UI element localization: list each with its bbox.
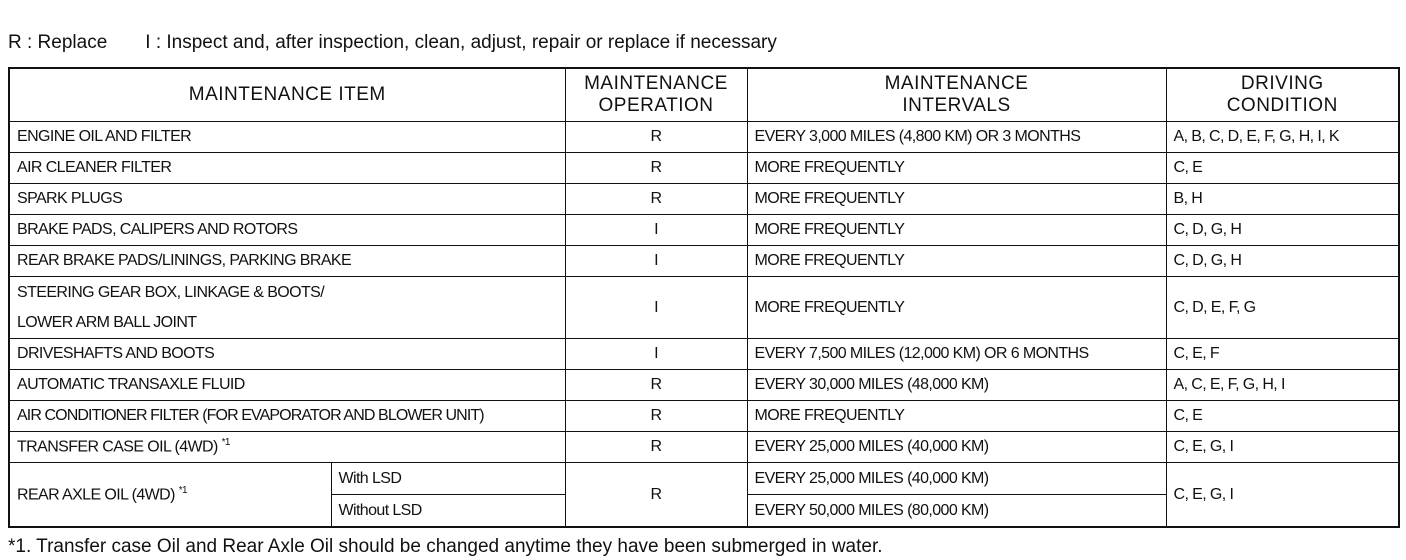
- with-lsd-cell: With LSD: [331, 463, 565, 495]
- item-cell: BRAKE PADS, CALIPERS AND ROTORS: [9, 215, 565, 246]
- operation-cell: R: [565, 184, 747, 215]
- table-row: [9, 122, 1399, 153]
- operation-cell: R: [565, 370, 747, 401]
- condition-cell: C, E: [1166, 401, 1399, 432]
- operation-cell: R: [565, 432, 747, 463]
- interval-cell: MORE FREQUENTLY: [747, 401, 1166, 432]
- condition-cell: C, E, G, I: [1166, 432, 1399, 463]
- condition-cell: A, B, C, D, E, F, G, H, I, K: [1166, 122, 1399, 153]
- table-row-rear-axle: [9, 463, 1399, 495]
- maintenance-table: [8, 67, 1400, 528]
- table-row: [9, 246, 1399, 277]
- rear-axle-condition-cell: C, E, G, I: [1166, 463, 1399, 528]
- item-cell: SPARK PLUGS: [9, 184, 565, 215]
- legend-replace: R : Replace: [8, 32, 108, 53]
- header-intervals: MAINTENANCE INTERVALS: [747, 68, 1166, 122]
- operation-cell: I: [565, 215, 747, 246]
- condition-cell: B, H: [1166, 184, 1399, 215]
- item-cell: STEERING GEAR BOX, LINKAGE & BOOTS/ LOWER ARM BALL JOINT: [9, 277, 565, 339]
- item-cell: TRANSFER CASE OIL (4WD) $^{*1}$: [9, 432, 565, 463]
- table-row: [9, 277, 1399, 339]
- table-row: [9, 401, 1399, 432]
- rear-axle-interval-1: EVERY 25,000 MILES (40,000 KM): [747, 463, 1166, 495]
- item-cell: AIR CLEANER FILTER: [9, 153, 565, 184]
- operation-cell: R: [565, 401, 747, 432]
- item-cell: ENGINE OIL AND FILTER: [9, 122, 565, 153]
- condition-cell: C, D, G, H: [1166, 215, 1399, 246]
- legend: [8, 32, 777, 54]
- table-row: [9, 184, 1399, 215]
- interval-cell: EVERY 7,500 MILES (12,000 KM) OR 6 MONTHS: [747, 339, 1166, 370]
- header-operation: MAINTENANCE OPERATION: [565, 68, 747, 122]
- table-row: [9, 215, 1399, 246]
- footnote-marker: *1: [178, 484, 187, 496]
- interval-cell: EVERY 30,000 MILES (48,000 KM): [747, 370, 1166, 401]
- interval-cell: MORE FREQUENTLY: [747, 277, 1166, 339]
- interval-cell: MORE FREQUENTLY: [747, 215, 1166, 246]
- table-row: [9, 153, 1399, 184]
- condition-cell: C, E, F: [1166, 339, 1399, 370]
- operation-cell: R: [565, 122, 747, 153]
- operation-cell: R: [565, 153, 747, 184]
- item-cell: AIR CONDITIONER FILTER (FOR EVAPORATOR AND BLOWER UNIT): [9, 401, 565, 432]
- interval-cell: EVERY 25,000 MILES (40,000 KM): [747, 432, 1166, 463]
- rear-axle-interval-2: EVERY 50,000 MILES (80,000 KM): [747, 495, 1166, 528]
- condition-cell: A, C, E, F, G, H, I: [1166, 370, 1399, 401]
- table-row: [9, 370, 1399, 401]
- item-cell: DRIVESHAFTS AND BOOTS: [9, 339, 565, 370]
- interval-cell: MORE FREQUENTLY: [747, 153, 1166, 184]
- item-cell: REAR BRAKE PADS/LININGS, PARKING BRAKE: [9, 246, 565, 277]
- rear-axle-item-cell: REAR AXLE OIL (4WD) $^{*1}$: [9, 463, 331, 528]
- header-row: [9, 68, 1399, 122]
- table-row: [9, 339, 1399, 370]
- condition-cell: C, E: [1166, 153, 1399, 184]
- legend-inspect: I : Inspect and, after inspection, clean, adjust, repair or replace if necessary: [145, 32, 777, 53]
- interval-cell: MORE FREQUENTLY: [747, 246, 1166, 277]
- condition-cell: C, D, E, F, G: [1166, 277, 1399, 339]
- header-condition: DRIVING CONDITION: [1166, 68, 1399, 122]
- footnote: *1. Transfer case Oil and Rear Axle Oil should be changed anytime they have been submerged in water.: [8, 536, 883, 557]
- table-row: [9, 432, 1399, 463]
- rear-axle-operation-cell: R: [565, 463, 747, 528]
- operation-cell: I: [565, 277, 747, 339]
- item-cell: AUTOMATIC TRANSAXLE FLUID: [9, 370, 565, 401]
- operation-cell: I: [565, 339, 747, 370]
- condition-cell: C, D, G, H: [1166, 246, 1399, 277]
- interval-cell: EVERY 3,000 MILES (4,800 KM) OR 3 MONTHS: [747, 122, 1166, 153]
- interval-cell: MORE FREQUENTLY: [747, 184, 1166, 215]
- operation-cell: I: [565, 246, 747, 277]
- footnote-marker: *1: [221, 437, 230, 449]
- without-lsd-cell: Without LSD: [331, 495, 565, 528]
- header-item: MAINTENANCE ITEM: [9, 68, 565, 122]
